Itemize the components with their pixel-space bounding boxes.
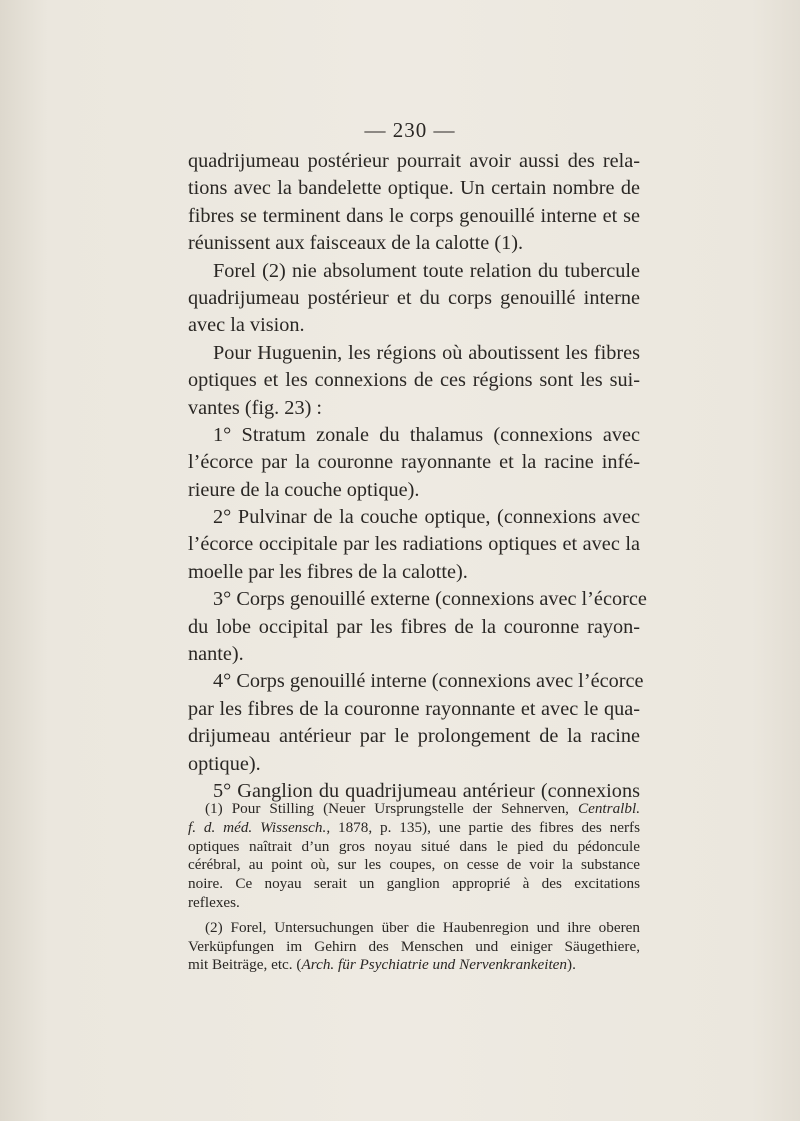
- footnote-text: reflexes.: [188, 893, 240, 911]
- footnotes: [188, 800, 640, 975]
- body-text: [188, 148, 647, 805]
- footnote-italic-text: Centralbl.: [577, 800, 640, 817]
- body-line: réunissent aux faisceaux de la calotte (1).: [188, 232, 524, 255]
- body-line: Forel (2) nie absolument toute relation du tubercule: [213, 259, 640, 282]
- footnote-text: cérébral, au point où, sur les coupes, on cesse de voir la substance: [188, 856, 640, 874]
- footnote-line: [188, 819, 640, 838]
- footnote-line: [188, 875, 640, 894]
- footnote-line: [188, 938, 640, 957]
- body-line: l’écorce par la couronne rayonnante et la racine infé-: [188, 451, 640, 474]
- body-line: du lobe occipital par les fibres de la couronne rayon-: [188, 615, 640, 638]
- body-line: 1° Stratum zonale du thalamus (connexions avec: [213, 423, 640, 446]
- body-line: rieure de la couche optique).: [188, 478, 420, 501]
- footnote-text: ).: [567, 956, 576, 974]
- body-line: drijumeau antérieur par le prolongement de la racine: [188, 725, 640, 748]
- body-line: optique).: [188, 752, 261, 775]
- footnote-text: noire. Ce noyau serait un ganglion approprié à des excitations: [188, 875, 640, 893]
- body-line: 4° Corps genouillé interne (connexions avec l’écorce: [213, 670, 644, 693]
- footnote-text: (2) Forel, Untersuchungen über die Haubenregion und ihre oberen: [205, 918, 640, 936]
- body-line: 2° Pulvinar de la couche optique, (connexions avec: [213, 506, 640, 529]
- body-line: optiques et les connexions de ces régions sont les sui-: [188, 369, 640, 392]
- footnote-line: [188, 856, 640, 875]
- body-line: quadrijumeau postérieur pourrait avoir aussi des rela-: [188, 150, 640, 172]
- footnote-text: Verküpfungen im Gehirn des Menschen und einiger Säugethiere,: [188, 937, 640, 955]
- body-line: 5° Ganglion du quadrijumeau antérieur (connexions: [213, 779, 640, 802]
- body-line: par les fibres de la couronne rayonnante et avec le qua-: [188, 697, 640, 720]
- body-line: moelle par les fibres de la calotte).: [188, 560, 468, 583]
- footnote: [188, 919, 640, 975]
- footnote-line: [188, 919, 640, 938]
- footnote-text: (1) Pour Stilling (Neuer Ursprungstelle der Sehnerven,: [205, 800, 578, 817]
- footnote-text: optiques naîtrait d’un gros noyau situé dans le pied du pédoncule: [188, 837, 640, 855]
- body-line: tions avec la bandelette optique. Un certain nombre de: [188, 177, 640, 200]
- page-number: — 230 —: [364, 118, 456, 142]
- footnote-text: , 1878, p. 135), une partie des fibres des nerfs: [326, 818, 640, 836]
- body-line: 3° Corps genouillé externe (connexions avec l’écorce: [213, 588, 647, 611]
- footnote-line: [188, 800, 640, 819]
- body-line: l’écorce occipitale par les radiations optiques et avec la: [188, 533, 640, 556]
- footnote-line: [188, 956, 640, 975]
- body-line: quadrijumeau postérieur et du corps genouillé interne: [188, 286, 640, 309]
- footnote-italic-text: Arch. für Psychiatrie und Nervenkrankeiten: [301, 956, 568, 974]
- footnote: [188, 800, 640, 913]
- body-line: Pour Huguenin, les régions où aboutissent les fibres: [213, 341, 640, 364]
- footnote-line: [188, 838, 640, 857]
- footnote-italic-text: f. d. méd. Wissensch.: [188, 818, 327, 836]
- body-line: fibres se terminent dans le corps genouillé interne et se: [188, 204, 640, 227]
- body-line: avec la vision.: [188, 314, 305, 337]
- footnote-text: mit Beiträge, etc. (: [188, 956, 302, 974]
- body-line: vantes (fig. 23) :: [188, 396, 323, 419]
- body-line: nante).: [188, 643, 244, 666]
- footnote-line: [188, 894, 640, 913]
